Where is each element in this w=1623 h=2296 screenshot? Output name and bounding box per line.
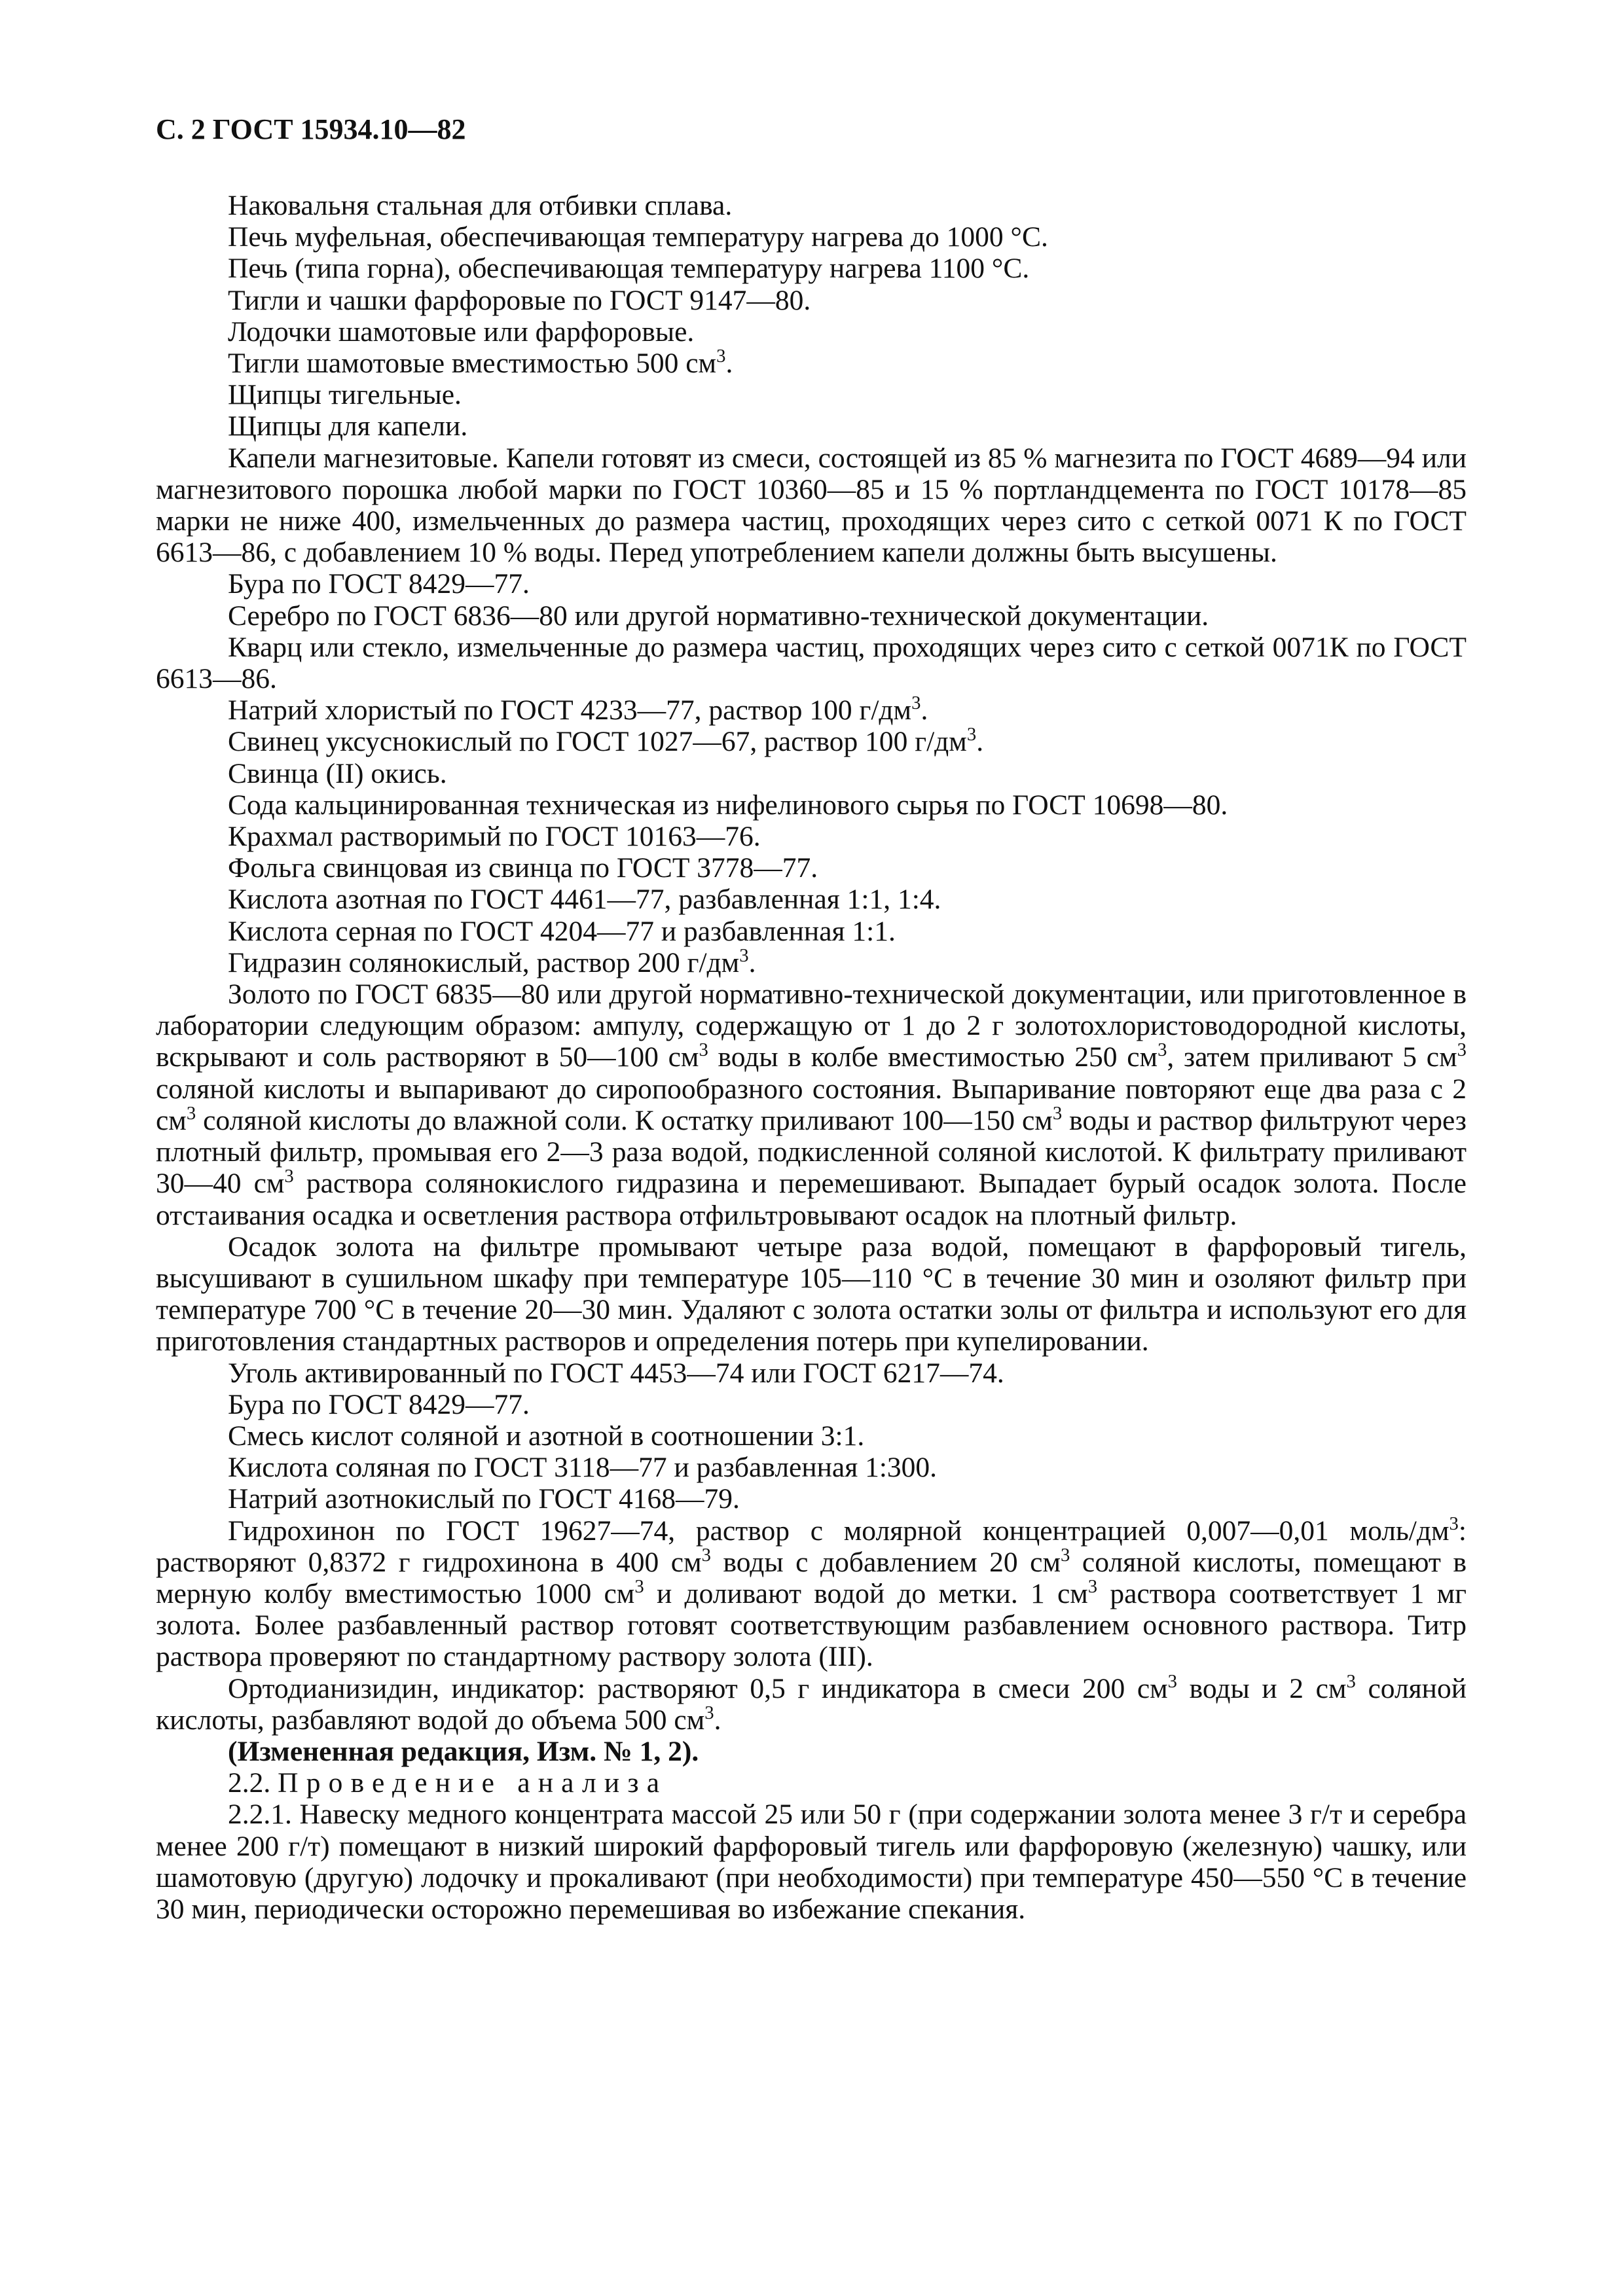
- page-header: С. 2 ГОСТ 15934.10—82: [156, 113, 466, 145]
- paragraph: Гидрохинон по ГОСТ 19627—74, раствор с молярной концентрацией 0,007—0,01 моль/$дм^3$: растворяют 0,8372 г гидрохинона в 400 $см^3$ воды с добавлением 20 $см^3$ соляной кислоты, помещают в мерную колбу вместимостью 1000 $см^3$ и доливают водой до метки. 1 $см^3$ раствора соответствует 1 мг золота. Более разбавленный раствор готовят соответствующим разбавлением основного раствора. Титр раствора проверяют по стандартному раствору золота (III).: [156, 1513, 1467, 1673]
- paragraph: Натрий хлористый по ГОСТ 4233—77, раствор 100 $г/дм^3$.: [228, 692, 928, 726]
- paragraph: Щипцы тигельные.: [228, 379, 462, 411]
- paragraph: Кислота соляная по ГОСТ 3118—77 и разбавленная 1:300.: [228, 1452, 938, 1484]
- paragraph: Золото по ГОСТ 6835—80 или другой нормативно-технической документации, или приготовленное в лаборатории следующим образом: ампулу, содержащую от 1 до 2 г золотохлористоводородной кислоты, вскрывают и соль растворяют в 50—100 $см^3$ воды в колбе вместимостью 250 $см^3$, затем приливают 5 $см^3$ соляной кислоты и выпаривают до сиропообразного состояния. Выпаривание повторяют еще два раза с 2 $см^3$ соляной кислоты до влажной соли. К остатку приливают 100—150 $см^3$ воды и раствор фильтруют через плотный фильтр, промывая его 2—3 раза водой, подкисленной соляной кислотой. К фильтрату приливают 30—40 $см^3$ раствора солянокислого гидразина и перемешивают. Выпадает бурый осадок золота. После отстаивания осадка и осветления раствора отфильтровывают осадок на плотный фильтр.: [156, 978, 1467, 1231]
- paragraph: Сода кальцинированная техническая из нифелинового сырья по ГОСТ 10698—80.: [228, 789, 1228, 821]
- paragraph: Печь муфельная, обеспечивающая температуру нагрева до 1000 °С.: [228, 221, 1048, 253]
- paragraph: Печь (типа горна), обеспечивающая температуру нагрева 1100 °С.: [228, 253, 1030, 285]
- paragraph: Уголь активированный по ГОСТ 4453—74 или ГОСТ 6217—74.: [228, 1357, 1004, 1389]
- paragraph: Смесь кислот соляной и азотной в соотношении 3:1.: [228, 1420, 865, 1452]
- paragraph: Гидразин солянокислый, раствор 200 $г/дм^3$.: [228, 945, 756, 978]
- document-body: [156, 190, 1467, 1925]
- paragraph: Натрий азотнокислый по ГОСТ 4168—79.: [228, 1483, 740, 1515]
- paragraph: Кварц или стекло, измельченные до размера частиц, проходящих через сито с сеткой 0071К по ГОСТ 6613—86.: [156, 631, 1467, 695]
- paragraph: Фольга свинцовая из свинца по ГОСТ 3778—77.: [228, 852, 818, 884]
- paragraph: (Измененная редакция, Изм. № 1, 2).: [228, 1735, 699, 1767]
- paragraph: Бура по ГОСТ 8429—77.: [228, 568, 530, 600]
- paragraph: Серебро по ГОСТ 6836—80 или другой нормативно-технической документации.: [228, 600, 1209, 632]
- paragraph: Крахмал растворимый по ГОСТ 10163—76.: [228, 821, 761, 853]
- paragraph: Капели магнезитовые. Капели готовят из смеси, состоящей из 85 % магнезита по ГОСТ 4689—94 или магнезитового порошка любой марки по ГОСТ 10360—85 и 15 % портландцемента по ГОСТ 10178—85 марки не ниже 400, измельченных до размера частиц, проходящих через сито с сеткой 0071 К по ГОСТ 6613—86, с добавлением 10 % воды. Перед употреблением капели должны быть высушены.: [156, 442, 1467, 569]
- paragraph: 2.2.1. Навеску медного концентрата массой 25 или 50 г (при содержании золота менее 3 г/т и серебра менее 200 г/т) помещают в низкий широкий фарфоровый тигель или фарфоровую (железную) чашку, или шамотовую (другую) лодочку и прокаливают (при необходимости) при температуре 450—550 °С в течение 30 мин, периодически осторожно перемешивая во избежание спекания.: [156, 1799, 1467, 1925]
- paragraph: Тигли шамотовые вместимостью 500 $см^3$.: [228, 346, 733, 380]
- paragraph: Осадок золота на фильтре промывают четыре раза водой, помещают в фарфоровый тигель, высушивают в сушильном шкафу при температуре 105—110 °С в течение 30 мин и озоляют фильтр при температуре 700 °С в течение 20—30 мин. Удаляют с золота остатки золы от фильтра и используют его для приготовления стандартных растворов и определения потерь при купелировании.: [156, 1230, 1467, 1357]
- paragraph: Тигли и чашки фарфоровые по ГОСТ 9147—80.: [228, 284, 811, 316]
- paragraph: 2.2. Проведение анализа: [228, 1767, 668, 1799]
- paragraph: Ортодианизидин, индикатор: растворяют 0,5 г индикатора в смеси 200 $см^3$ воды и 2 $см^3$ соляной кислоты, разбавляют водой до объема 500 $см^3$.: [156, 1670, 1467, 1736]
- paragraph: Свинец уксуснокислый по ГОСТ 1027—67, раствор 100 $г/дм^3$.: [228, 724, 984, 758]
- paragraph: Лодочки шамотовые или фарфоровые.: [228, 315, 695, 348]
- paragraph: Кислота серная по ГОСТ 4204—77 и разбавленная 1:1.: [228, 915, 896, 947]
- paragraph: Кислота азотная по ГОСТ 4461—77, разбавленная 1:1, 1:4.: [228, 884, 941, 916]
- paragraph: Бура по ГОСТ 8429—77.: [228, 1388, 530, 1420]
- paragraph: Наковальня стальная для отбивки сплава.: [228, 190, 733, 221]
- paragraph: Свинца (II) окись.: [228, 757, 447, 789]
- paragraph: Щипцы для капели.: [228, 410, 468, 442]
